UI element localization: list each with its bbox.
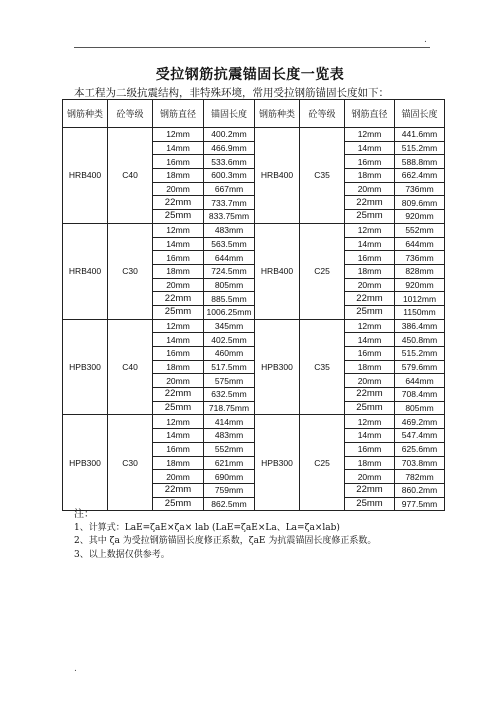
intro-text: 本工程为二级抗震结构，非特殊环境，常用受拉钢筋锚固长度如下： (74, 87, 389, 99)
page-title: 受拉钢筋抗震锚固长度一览表 (155, 67, 345, 83)
diameter-cell: 16mm (345, 442, 395, 456)
rebar-type-cell: HPB300 (255, 319, 300, 415)
length-cell: 515.2mm (395, 141, 445, 155)
diameter-cell: 14mm (153, 141, 204, 155)
concrete-grade-cell: C25 (300, 223, 345, 319)
diameter-cell: 14mm (345, 141, 395, 155)
length-cell: 460mm (204, 347, 255, 361)
length-cell: 575mm (204, 374, 255, 388)
length-cell: 828mm (395, 264, 445, 278)
length-cell: 805mm (204, 278, 255, 292)
note-item: 2、其中 ζa 为受拉钢筋锚固长度修正系数，ζaE 为抗震锚固长度修正系数。 (74, 536, 377, 546)
diameter-cell: 12mm (153, 223, 204, 237)
length-cell: 885.5mm (204, 292, 255, 306)
diameter-cell: 25mm (345, 210, 395, 224)
length-cell: 625.6mm (395, 442, 445, 456)
table-row (63, 128, 445, 142)
diameter-cell: 20mm (153, 374, 204, 388)
diameter-cell: 14mm (345, 429, 395, 443)
rebar-type-cell: HPB300 (63, 415, 108, 511)
diameter-cell: 16mm (153, 347, 204, 361)
header-rebar-type-2: 钢筋种类 (255, 100, 300, 128)
concrete-grade-cell: C25 (300, 415, 345, 511)
length-cell: 441.6mm (395, 128, 445, 142)
diameter-cell: 20mm (345, 374, 395, 388)
diameter-cell: 12mm (153, 128, 204, 142)
header-anchorage-length-2: 锚固长度 (395, 100, 445, 128)
diameter-cell: 25mm (153, 497, 204, 511)
header-anchorage-length: 锚固长度 (204, 100, 255, 128)
length-cell: 724.5mm (204, 264, 255, 278)
anchorage-table (62, 99, 445, 511)
length-cell: 386.4mm (395, 319, 445, 333)
header-rule (74, 47, 430, 48)
rebar-type-cell: HRB400 (63, 128, 108, 224)
header-concrete-grade-2: 砼等级 (300, 100, 345, 128)
length-cell: 517.5mm (204, 360, 255, 374)
diameter-cell: 12mm (153, 319, 204, 333)
table-row (63, 319, 445, 333)
diameter-cell: 12mm (345, 319, 395, 333)
length-cell: 782mm (395, 470, 445, 484)
note-item: 3、以上数据仅供参考。 (74, 549, 170, 560)
diameter-cell: 18mm (345, 456, 395, 470)
concrete-grade-cell: C30 (108, 415, 153, 511)
bottom-mark: . (74, 664, 77, 674)
length-cell: 667mm (204, 182, 255, 196)
length-cell: 644mm (395, 374, 445, 388)
length-cell: 1006.25mm (204, 305, 255, 319)
diameter-cell: 22mm (153, 196, 204, 210)
diameter-cell: 18mm (153, 360, 204, 374)
length-cell: 920mm (395, 278, 445, 292)
length-cell: 862.5mm (204, 497, 255, 511)
table-row (63, 223, 445, 237)
diameter-cell: 14mm (345, 333, 395, 347)
diameter-cell: 18mm (153, 264, 204, 278)
length-cell: 920mm (395, 210, 445, 224)
length-cell: 644mm (395, 237, 445, 251)
diameter-cell: 12mm (345, 223, 395, 237)
diameter-cell: 22mm (345, 483, 395, 497)
header-diameter-2: 钢筋直径 (345, 100, 395, 128)
length-cell: 708.4mm (395, 388, 445, 402)
length-cell: 402.5mm (204, 333, 255, 347)
concrete-grade-cell: C40 (108, 128, 153, 224)
length-cell: 644mm (204, 251, 255, 265)
rebar-type-cell: HPB300 (255, 415, 300, 511)
length-cell: 515.2mm (395, 347, 445, 361)
header-concrete-grade: 砼等级 (108, 100, 153, 128)
length-cell: 483mm (204, 223, 255, 237)
length-cell: 450.8mm (395, 333, 445, 347)
length-cell: 469.2mm (395, 415, 445, 429)
diameter-cell: 12mm (153, 415, 204, 429)
length-cell: 547.4mm (395, 429, 445, 443)
length-cell: 483mm (204, 429, 255, 443)
diameter-cell: 22mm (345, 292, 395, 306)
length-cell: 718.75mm (204, 401, 255, 415)
diameter-cell: 18mm (345, 169, 395, 183)
concrete-grade-cell: C40 (108, 319, 153, 415)
diameter-cell: 18mm (153, 456, 204, 470)
rebar-type-cell: HRB400 (255, 223, 300, 319)
diameter-cell: 25mm (153, 401, 204, 415)
length-cell: 579.6mm (395, 360, 445, 374)
diameter-cell: 20mm (153, 278, 204, 292)
diameter-cell: 25mm (345, 401, 395, 415)
diameter-cell: 16mm (153, 442, 204, 456)
length-cell: 552mm (395, 223, 445, 237)
length-cell: 552mm (204, 442, 255, 456)
diameter-cell: 12mm (345, 415, 395, 429)
length-cell: 759mm (204, 483, 255, 497)
diameter-cell: 25mm (153, 305, 204, 319)
diameter-cell: 16mm (345, 251, 395, 265)
notes-title: 注： (74, 509, 94, 520)
diameter-cell: 25mm (345, 305, 395, 319)
length-cell: 809.6mm (395, 196, 445, 210)
length-cell: 977.5mm (395, 497, 445, 511)
diameter-cell: 16mm (153, 155, 204, 169)
diameter-cell: 18mm (345, 360, 395, 374)
length-cell: 1012mm (395, 292, 445, 306)
diameter-cell: 22mm (345, 196, 395, 210)
diameter-cell: 16mm (345, 347, 395, 361)
length-cell: 600.3mm (204, 169, 255, 183)
concrete-grade-cell: C35 (300, 128, 345, 224)
diameter-cell: 20mm (153, 470, 204, 484)
length-cell: 690mm (204, 470, 255, 484)
diameter-cell: 14mm (153, 429, 204, 443)
length-cell: 621mm (204, 456, 255, 470)
length-cell: 662.4mm (395, 169, 445, 183)
diameter-cell: 20mm (153, 182, 204, 196)
notes (74, 508, 376, 562)
diameter-cell: 22mm (153, 292, 204, 306)
rebar-type-cell: HRB400 (255, 128, 300, 224)
length-cell: 400.2mm (204, 128, 255, 142)
length-cell: 588.8mm (395, 155, 445, 169)
diameter-cell: 16mm (345, 155, 395, 169)
length-cell: 860.2mm (395, 483, 445, 497)
diameter-cell: 20mm (345, 182, 395, 196)
top-mark: . (424, 35, 427, 45)
diameter-cell: 18mm (153, 169, 204, 183)
diameter-cell: 18mm (345, 264, 395, 278)
length-cell: 833.75mm (204, 210, 255, 224)
length-cell: 345mm (204, 319, 255, 333)
length-cell: 736mm (395, 182, 445, 196)
length-cell: 533.6mm (204, 155, 255, 169)
length-cell: 563.5mm (204, 237, 255, 251)
diameter-cell: 22mm (153, 388, 204, 402)
diameter-cell: 20mm (345, 470, 395, 484)
rebar-type-cell: HRB400 (63, 223, 108, 319)
diameter-cell: 14mm (153, 333, 204, 347)
diameter-cell: 20mm (345, 278, 395, 292)
header-diameter: 钢筋直径 (153, 100, 204, 128)
diameter-cell: 16mm (153, 251, 204, 265)
diameter-cell: 14mm (345, 237, 395, 251)
length-cell: 466.9mm (204, 141, 255, 155)
length-cell: 733.7mm (204, 196, 255, 210)
length-cell: 1150mm (395, 305, 445, 319)
diameter-cell: 12mm (345, 128, 395, 142)
length-cell: 414mm (204, 415, 255, 429)
header-rebar-type: 钢筋种类 (63, 100, 108, 128)
diameter-cell: 25mm (345, 497, 395, 511)
note-item: 1、计算式：LaE=ζaE×ζa× lab (LaE=ζaE×La、La=ζa×lab) (74, 522, 340, 533)
table-header-row (63, 100, 445, 128)
length-cell: 805mm (395, 401, 445, 415)
length-cell: 736mm (395, 251, 445, 265)
rebar-type-cell: HPB300 (63, 319, 108, 415)
diameter-cell: 22mm (153, 483, 204, 497)
diameter-cell: 22mm (345, 388, 395, 402)
diameter-cell: 14mm (153, 237, 204, 251)
concrete-grade-cell: C30 (108, 223, 153, 319)
length-cell: 632.5mm (204, 388, 255, 402)
length-cell: 703.8mm (395, 456, 445, 470)
table-row (63, 415, 445, 429)
diameter-cell: 25mm (153, 210, 204, 224)
concrete-grade-cell: C35 (300, 319, 345, 415)
